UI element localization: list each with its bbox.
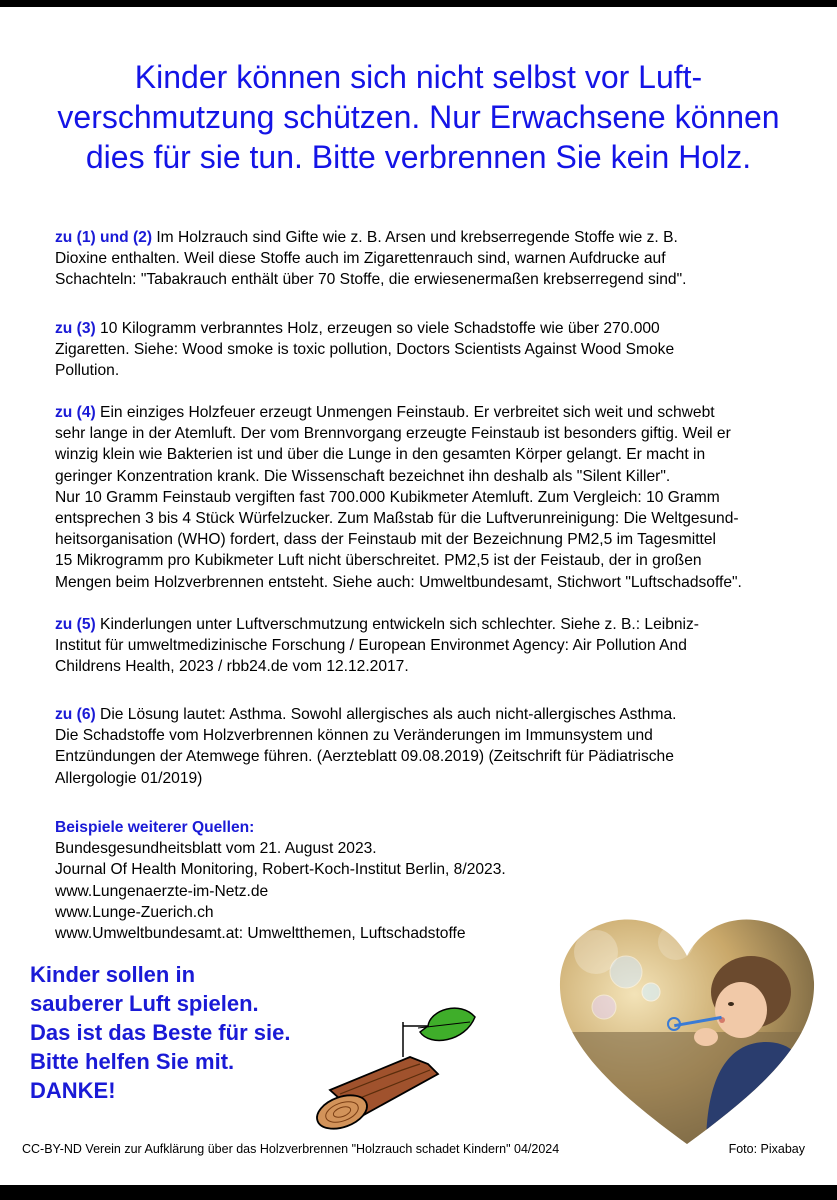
source-item: Bundesgesundheitsblatt vom 21. August 2023. xyxy=(55,840,377,858)
section-line: Institut für umweltmedizinische Forschung / European Environmet Agency: Air Pollution And xyxy=(55,637,687,655)
section-4 xyxy=(55,402,815,593)
sources-list xyxy=(55,817,506,944)
section-line: Pollution. xyxy=(55,362,120,380)
document-page xyxy=(0,7,837,1185)
cta-line: DANKE! xyxy=(30,1078,116,1103)
section-line: zu (6) Die Lösung lautet: Asthma. Sowohl allergisches als auch nicht-allergisches Asthma. xyxy=(55,706,677,723)
source-item: Journal Of Health Monitoring, Robert-Koch-Institut Berlin, 8/2023. xyxy=(55,861,506,879)
section-label: zu (5) xyxy=(55,616,96,633)
cta-line: Kinder sollen in xyxy=(30,962,196,987)
section-line: Die Schadstoffe vom Holzverbrennen können zu Veränderungen im Immunsystem und xyxy=(55,727,653,745)
section-5 xyxy=(55,614,815,678)
section-line: heitsorganisation (WHO) fordert, dass der Feinstaub mit der Bezeichnung PM2,5 im Tagesmittel xyxy=(55,531,717,549)
license-footer: CC-BY-ND Verein zur Aufklärung über das Holzverbrennen "Holzrauch schadet Kindern" 04/2024 xyxy=(22,1142,560,1156)
section-label: zu (6) xyxy=(55,706,96,723)
section-label: zu (1) und (2) xyxy=(55,229,153,246)
page-title xyxy=(40,57,797,177)
section-line: zu (4) Ein einziges Holzfeuer erzeugt Unmengen Feinstaub. Er verbreitet sich weit und schwebt xyxy=(55,404,715,421)
section-label: zu (4) xyxy=(55,404,96,421)
section-line: entsprechen 3 bis 4 Stück Würfelzucker. Zum Maßstab für die Luftverunreinigung: Die Weltgesund- xyxy=(55,510,739,528)
section-line: Mengen beim Holzverbrennen entsteht. Siehe auch: Umweltbundesamt, Stichwort "Luftschadsoffe". xyxy=(55,573,742,591)
section-line: Childrens Health, 2023 / rbb24.de vom 12.12.2017. xyxy=(55,658,409,676)
section-line: winzig klein wie Bakterien ist und über die Lunge in den gesamten Körper gelangt. Er macht in xyxy=(55,446,706,464)
section-label: zu (3) xyxy=(55,320,96,337)
section-line: Allergologie 01/2019) xyxy=(55,769,203,787)
section-line: Zigaretten. Siehe: Wood smoke is toxic pollution, Doctors Scientists Against Wood Smoke xyxy=(55,341,675,359)
section-6 xyxy=(55,704,815,789)
cta-line: Bitte helfen Sie mit. xyxy=(30,1049,235,1074)
title-line: dies für sie tun. Bitte verbrennen Sie kein Holz. xyxy=(85,139,752,175)
log-with-leaf-illustration xyxy=(300,1002,480,1137)
source-item: www.Lunge-Zuerich.ch xyxy=(55,903,214,921)
section-line: geringer Konzentration krank. Die Wissenschaft bezeichnet ihn deshalb als "Silent Killer". xyxy=(55,467,671,485)
section-line: Nur 10 Gramm Feinstaub vergiften fast 700.000 Kubikmeter Atemluft. Zum Vergleich: 10 Gramm xyxy=(55,488,720,506)
section-line: zu (3) 10 Kilogramm verbranntes Holz, erzeugen so viele Schadstoffe wie über 270.000 xyxy=(55,320,660,337)
section-line: Dioxine enthalten. Weil diese Stoffe auch im Zigarettenrauch sind, warnen Aufdrucke auf xyxy=(55,250,666,268)
call-to-action xyxy=(30,960,290,1105)
section-line: Schachteln: "Tabakrauch enthält über 70 Stoffe, die erwiesenermaßen krebserregend sind". xyxy=(55,271,687,289)
title-line: Kinder können sich nicht selbst vor Luft- xyxy=(134,59,703,95)
cta-line: sauberer Luft spielen. xyxy=(30,991,259,1016)
photo-credit: Foto: Pixabay xyxy=(728,1142,805,1156)
section-line: sehr lange in der Atemluft. Der vom Brennvorgang erzeugte Feinstaub ist besonders giftig. Weil er xyxy=(55,425,731,443)
cta-line: Das ist das Beste für sie. xyxy=(30,1020,291,1045)
title-line: verschmutzung schützen. Nur Erwachsene können xyxy=(57,99,780,135)
section-3 xyxy=(55,318,815,382)
source-item: www.Lungenaerzte-im-Netz.de xyxy=(55,882,269,900)
section-line: Entzündungen der Atemwege führen. (Aerzteblatt 09.08.2019) (Zeitschrift für Pädiatrische xyxy=(55,748,674,766)
section-1-2 xyxy=(55,227,815,291)
heart-shaped-photo xyxy=(556,912,818,1147)
section-line: zu (5) Kinderlungen unter Luftverschmutzung entwickeln sich schlechter. Siehe z. B.: Leibniz- xyxy=(55,616,700,633)
sources-heading: Beispiele weiterer Quellen: xyxy=(55,819,255,836)
section-line: 15 Mikrogramm pro Kubikmeter Luft nicht überschreitet. PM2,5 ist der Feistaub, der in großen xyxy=(55,552,702,570)
source-item: www.Umweltbundesamt.at: Umweltthemen, Luftschadstoffe xyxy=(55,925,466,943)
section-line: zu (1) und (2) Im Holzrauch sind Gifte wie z. B. Arsen und krebserregende Stoffe wie z. B. xyxy=(55,229,678,246)
